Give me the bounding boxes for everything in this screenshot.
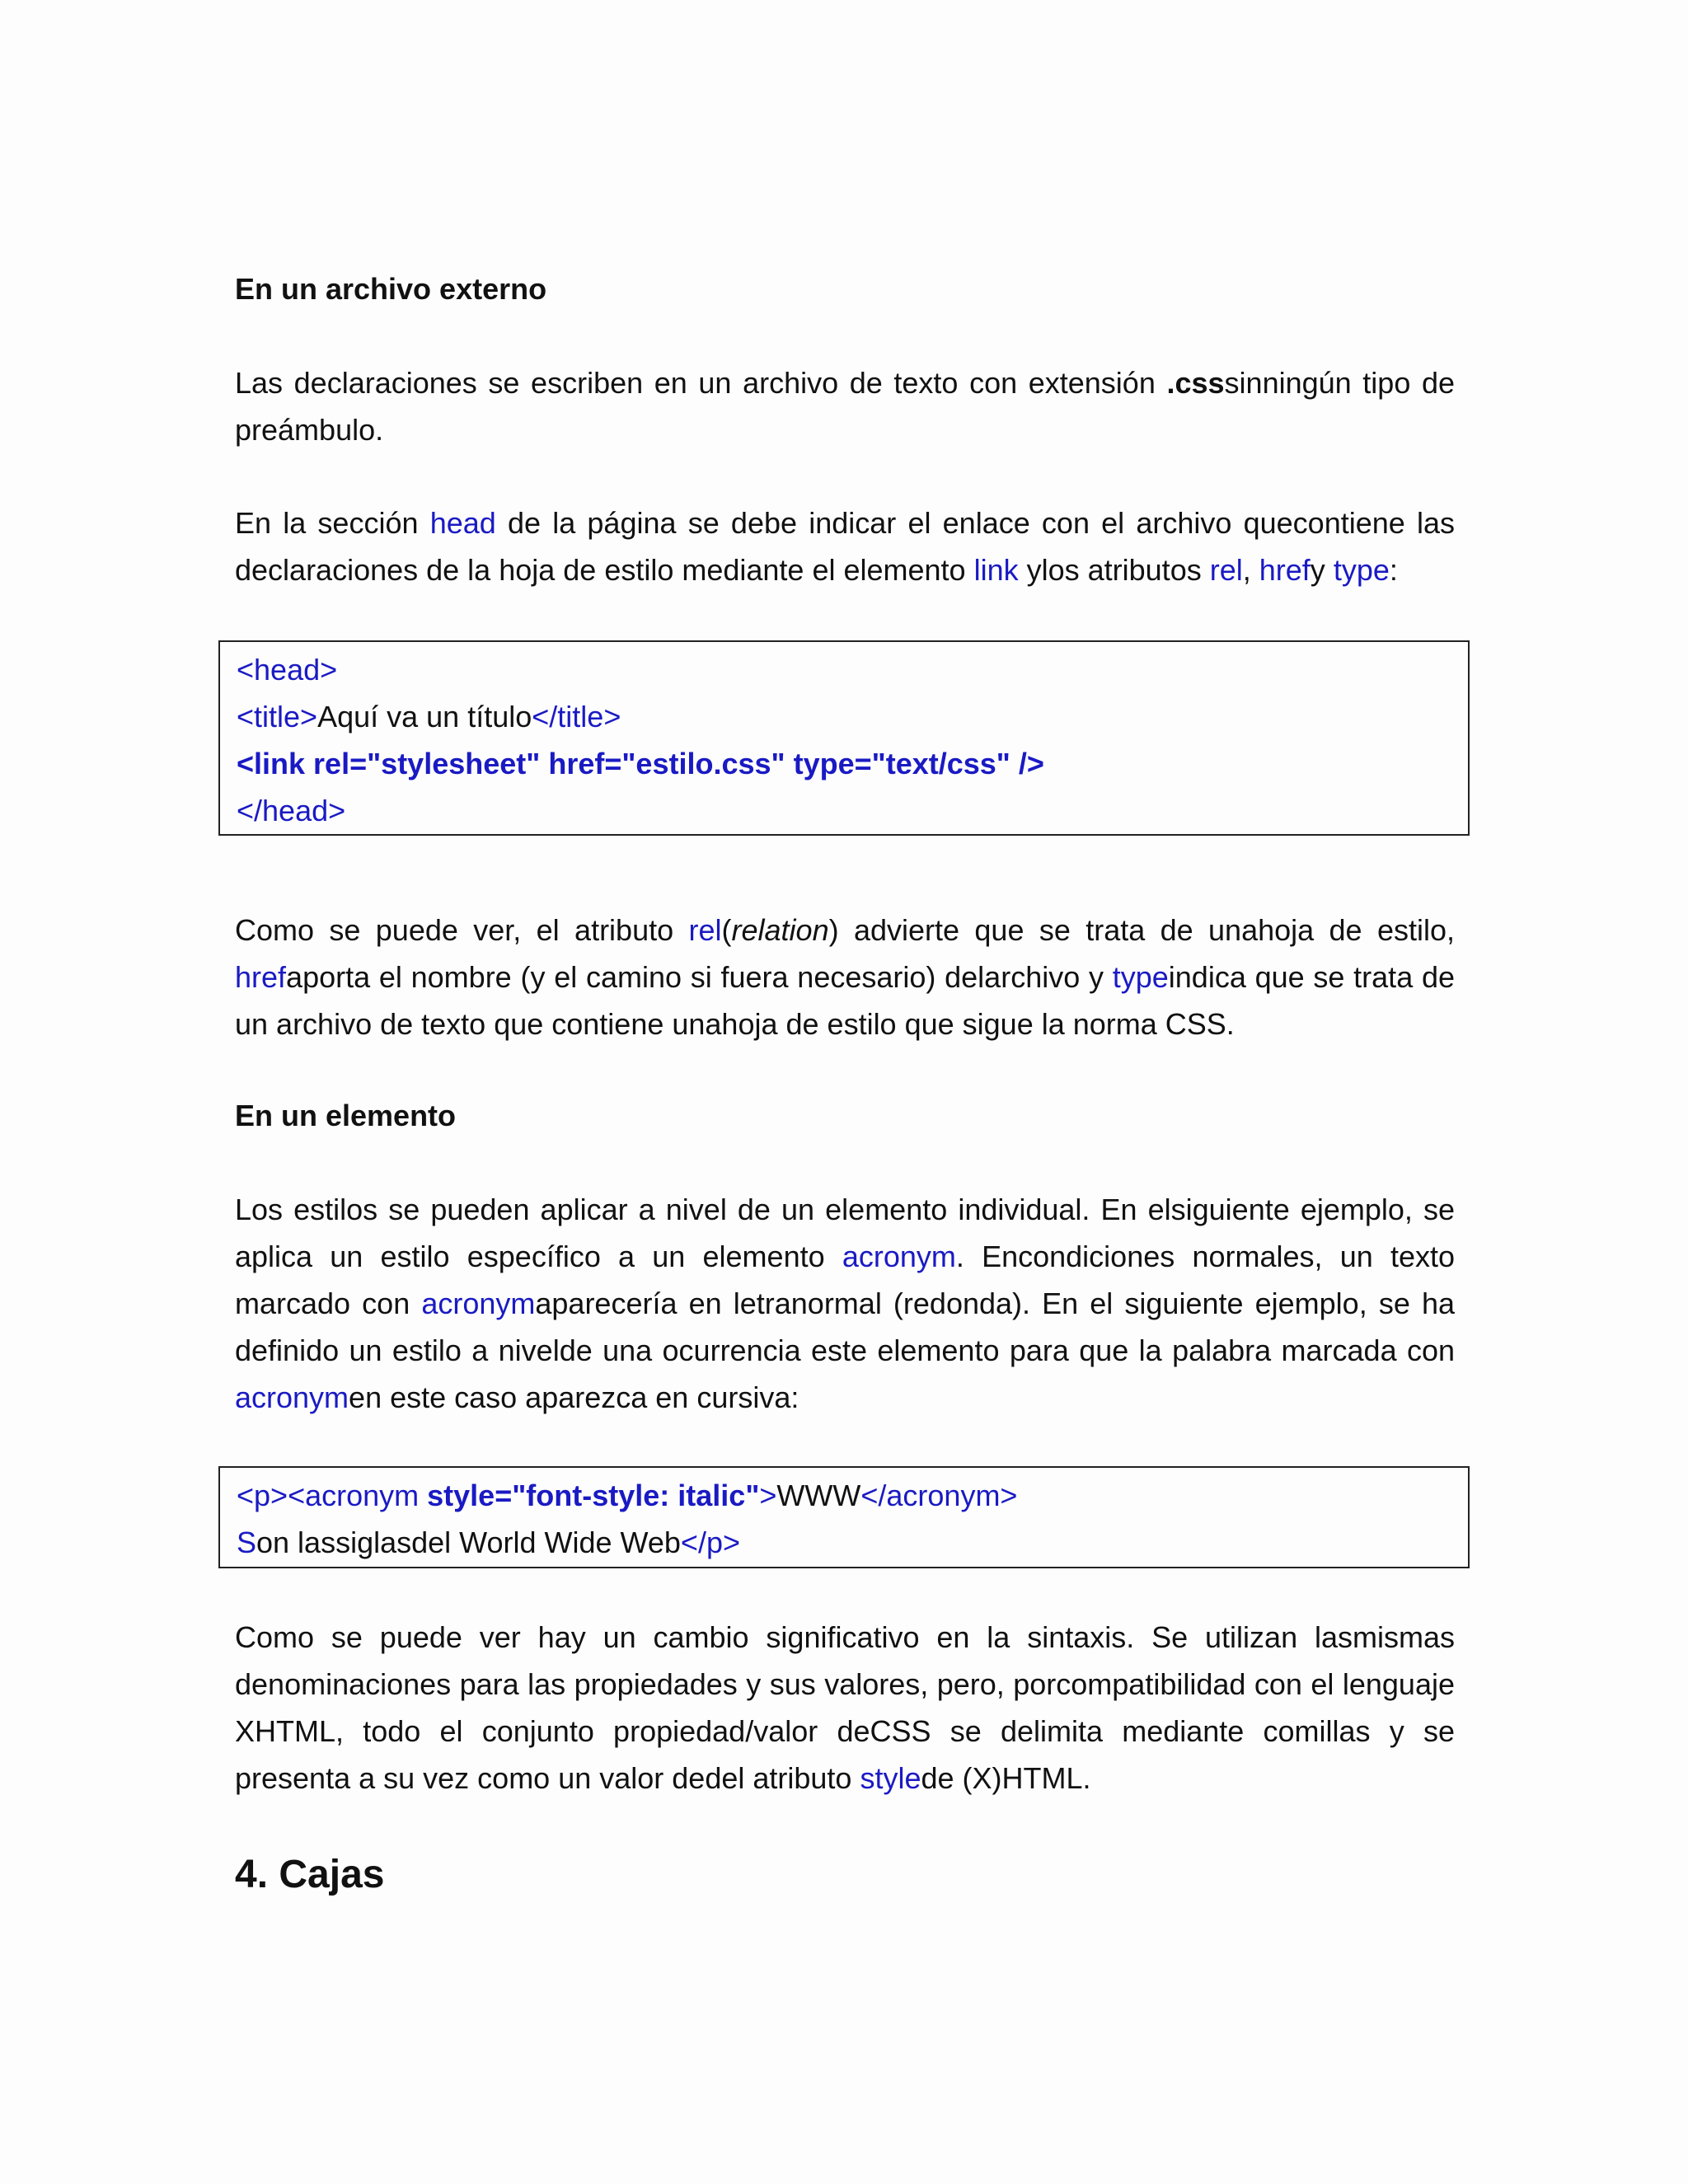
code-line	[237, 1472, 1451, 1519]
text: (	[721, 913, 732, 947]
section-heading-cajas: 4. Cajas	[235, 1853, 385, 1896]
paragraph-head-link	[235, 499, 1455, 593]
keyword-href: href	[1259, 553, 1311, 587]
code-text: on lassiglasdel World Wide Web	[256, 1526, 681, 1559]
code-line: </head>	[237, 794, 346, 827]
text: ,	[1242, 553, 1259, 587]
text: de la página se debe indicar el enlace con el archivo quecontiene las declaraciones de la hoja de estilo mediante el elemento	[235, 506, 1455, 587]
heading-external-file: En un archivo externo	[235, 272, 547, 306]
code-tag: <title>	[237, 700, 318, 733]
css-extension: .css	[1166, 366, 1225, 400]
paragraph-acronym	[235, 1186, 1455, 1421]
code-tag: </p>	[680, 1526, 740, 1559]
keyword-rel: rel	[688, 913, 722, 947]
code-line	[237, 693, 1451, 740]
code-block-acronym	[218, 1466, 1470, 1568]
text: aparecería en letranormal (redonda). En el siguiente ejemplo, se ha definido un estilo a nivelde una ocurrencia este elemento para que la palabra marcada con	[235, 1286, 1455, 1367]
keyword-type: type	[1333, 553, 1390, 587]
text: :	[1389, 553, 1398, 587]
code-tag: >	[759, 1479, 777, 1512]
keyword-acronym: acronym	[421, 1286, 536, 1320]
keyword-type: type	[1112, 960, 1169, 994]
text: . Encondiciones normales, un texto marcado con	[235, 1240, 1456, 1320]
code-line	[237, 1519, 1451, 1566]
keyword-rel: rel	[1209, 553, 1243, 587]
paragraph-css-file	[235, 359, 1455, 453]
keyword-style: style	[860, 1761, 921, 1795]
text: indica que se trata de un archivo de texto que contiene unahoja de estilo que sigue la norma CSS.	[235, 960, 1456, 1041]
code-line: <head>	[237, 653, 338, 687]
code-tag: </acronym>	[860, 1479, 1018, 1512]
code-tag: <p><acronym	[237, 1479, 428, 1512]
code-text-blue: S	[237, 1526, 257, 1559]
keyword-head: head	[429, 506, 496, 540]
text: en este caso aparezca en cursiva:	[349, 1380, 799, 1414]
keyword-acronym: acronym	[235, 1380, 349, 1414]
heading-element: En un elemento	[235, 1099, 457, 1132]
text: En la sección	[235, 506, 430, 540]
text: Las declaraciones se escriben en un archivo de texto con extensión	[235, 366, 1167, 400]
text: aporta el nombre (y el camino si fuera necesario) delarchivo y	[286, 960, 1113, 994]
text: Los estilos se pueden aplicar a nivel de un elemento individual. En elsiguiente ejemplo, se aplica un estilo específico a un elemento	[235, 1193, 1455, 1273]
text: ylos atributos	[1018, 553, 1210, 587]
text: Como se puede ver hay un cambio significativo en la sintaxis. Se utilizan lasmismas denominaciones para las propiedades y sus valores, pero, porcompatibilidad con el lenguaje XHTML, todo el conjunto propiedad/valor deCSS se delimita mediante comillas y se presenta a su vez como un valor dedel atributo	[235, 1620, 1455, 1795]
code-block-link	[218, 640, 1470, 836]
text: ) advierte que se trata de unahoja de estilo,	[828, 913, 1455, 947]
text: sinningún tipo de preámbulo.	[235, 366, 1455, 447]
text: Como se puede ver, el atributo	[235, 913, 689, 947]
code-line: <link rel="stylesheet" href="estilo.css" type="text/css" />	[237, 747, 1044, 780]
keyword-acronym: acronym	[842, 1240, 956, 1273]
paragraph-syntax-change	[235, 1614, 1455, 1802]
paragraph-rel-explanation	[235, 907, 1455, 1047]
keyword-href: href	[235, 960, 287, 994]
code-tag: </title>	[532, 700, 621, 733]
code-text: Aquí va un título	[317, 700, 532, 733]
code-attribute: style="font-style: italic"	[427, 1479, 760, 1512]
keyword-link: link	[973, 553, 1019, 587]
text: y	[1310, 553, 1334, 587]
italic-relation: relation	[731, 913, 829, 947]
text: de (X)HTML.	[921, 1761, 1091, 1795]
code-text: WWW	[776, 1479, 861, 1512]
